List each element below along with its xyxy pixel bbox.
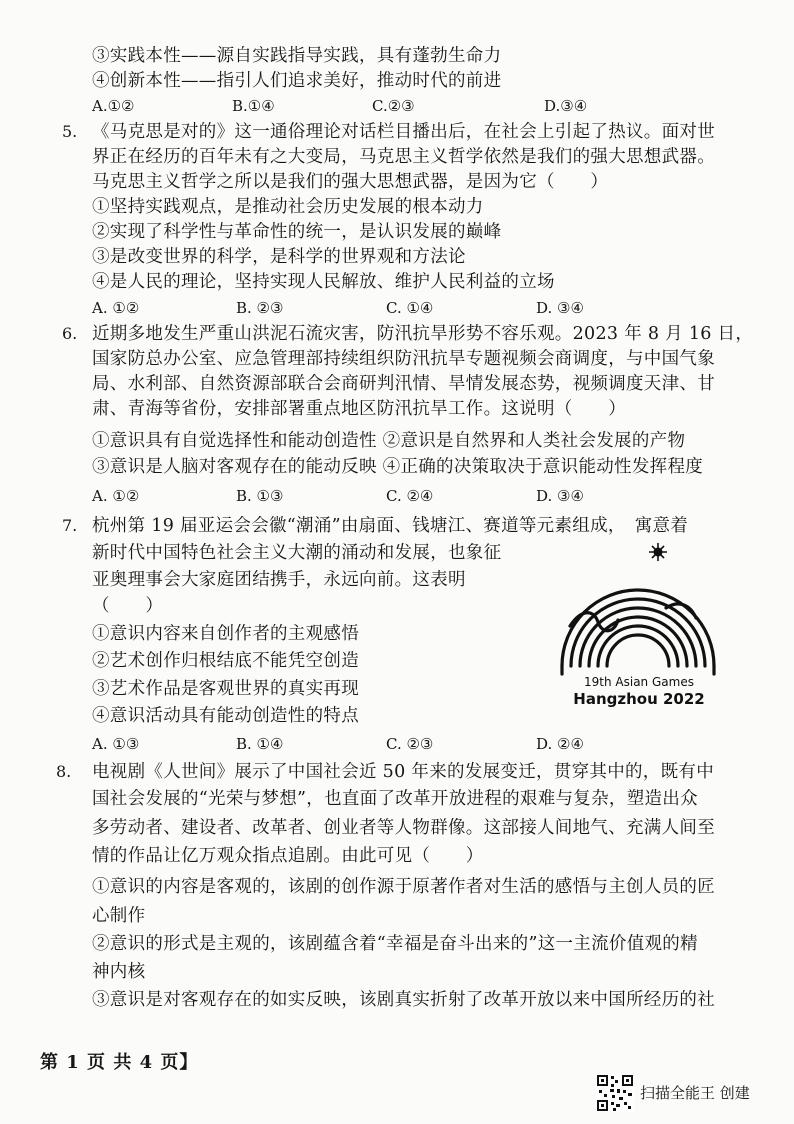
q8-line-5: ①意识的内容是客观的，该剧的创作源于原著作者对生活的感悟与主创人员的匠 [92,877,715,897]
q8-line-7: ②意识的形式是主观的，该剧蕴含着“幸福是奋斗出来的”这一主流价值观的精 [92,934,698,954]
q6-option-a: A. ①② [92,487,140,505]
q7-line-5: ①意识内容来自创作者的主观感悟 [92,624,359,644]
q7-option-d: D. ②④ [536,735,584,753]
q7-option-b: B. ①④ [236,735,284,753]
q8-line-1: 电视剧《人世间》展示了中国社会近 50 年来的发展变迁，贯穿其中的，既有中 [92,762,714,782]
q7-line-1: 杭州第 19 届亚运会会徽“潮涌”由扇面、钱塘江、赛道等元素组成， 寓意着 [92,516,689,536]
q5-number: 5. [62,122,78,141]
q6-line-3: 局、水利部、自然资源部联合会商研判汛情、旱情发展态势，视频调度天津、甘 [92,374,715,394]
q7-line-8: ④意识活动具有能动创造性的特点 [92,706,359,726]
q6-line-2: 国家防总办公室、应急管理部持续组织防汛抗旱专题视频会商调度，与中国气象 [92,349,715,369]
top-option-d: D.③④ [544,97,588,115]
q5-line-2: 界正在经历的百年未有之大变局，马克思主义哲学依然是我们的强大思想武器。 [92,147,715,167]
q6-option-d: D. ③④ [536,487,584,505]
emblem-text-line2: Hangzhou 2022 [573,690,705,708]
top-line-1: ③实践本性——源自实践指导实践，具有蓬勃生命力 [92,46,502,66]
sun-burst-icon [649,543,667,561]
q7-line-6: ②艺术创作归根结底不能凭空创造 [92,651,359,671]
q8-line-2: 国社会发展的“光荣与梦想”，也直面了改革开放进程的艰难与复杂，塑造出众 [92,789,698,809]
q7-line-4: （ ） [92,596,164,616]
scanner-watermark: 扫描全能王 创建 [640,1084,750,1102]
q7-option-c: C. ②③ [386,735,434,753]
tide-rings-icon [562,590,714,674]
q7-line-3: 亚奥理事会大家庭团结携手，永远向前。这表明 [92,570,466,590]
q5-line-5: ②实现了科学性与革命性的统一，是认识发展的巅峰 [92,222,502,242]
q6-line-5: ①意识具有自觉选择性和能动创造性 ②意识是自然界和人类社会发展的产物 [92,431,686,451]
qr-code-icon [596,1074,634,1112]
q7-line-7: ③艺术作品是客观世界的真实再现 [92,679,359,699]
q6-option-b: B. ①③ [236,487,284,505]
q8-line-4: 情的作品让亿万观众指点追剧。由此可见（ ） [92,846,484,866]
q8-line-3: 多劳动者、建设者、改革者、创业者等人物群像。这部接人间地气、充满人间至 [92,818,715,838]
page-footer: 第 1 页 共 4 页】 [40,1052,199,1073]
q5-option-a: A. ①② [92,299,140,317]
q5-option-b: B. ②③ [236,299,284,317]
q5-line-6: ③是改变世界的科学，是科学的世界观和方法论 [92,247,466,267]
top-option-a: A.①② [92,97,135,115]
q8-number: 8. [56,762,72,781]
top-option-c: C.②③ [372,97,415,115]
q6-option-c: C. ②④ [386,487,434,505]
q6-number: 6. [62,324,78,343]
top-option-b: B.①④ [232,97,275,115]
q7-number: 7. [62,516,78,535]
q6-line-6: ③意识是人脑对客观存在的能动反映 ④正确的决策取决于意识能动性发挥程度 [92,457,704,477]
q5-line-7: ④是人民的理论，坚持实现人民解放、维护人民利益的立场 [92,272,555,292]
q5-line-3: 马克思主义哲学之所以是我们的强大思想武器，是因为它（ ） [92,172,609,192]
q6-line-4: 肃、青海等省份，安排部署重点地区防汛抗旱工作。这说明（ ） [92,399,626,419]
q8-line-6: 心制作 [92,906,146,926]
q6-line-1: 近期多地发生严重山洪泥石流灾害，防汛抗旱形势不容乐观。2023 年 8 月 16 日， [92,324,754,344]
q5-line-1: 《马克思是对的》这一通俗理论对话栏目播出后，在社会上引起了热议。面对世 [92,122,715,142]
q7-line-2: 新时代中国特色社会主义大潮的涌动和发展，也象征 [92,543,502,563]
q5-option-c: C. ①④ [386,299,434,317]
q7-option-a: A. ①③ [92,735,140,753]
q5-line-4: ①坚持实践观点，是推动社会历史发展的根本动力 [92,197,484,217]
q5-option-d: D. ③④ [536,299,584,317]
q8-line-9: ③意识是对客观存在的如实反映，该剧真实折射了改革开放以来中国所经历的社 [92,990,715,1010]
q8-line-8: 神内核 [92,962,146,982]
emblem-text-line1: 19th Asian Games [584,675,694,689]
asian-games-emblem [548,538,730,708]
top-line-2: ④创新本性——指引人们追求美好，推动时代的前进 [92,71,502,91]
